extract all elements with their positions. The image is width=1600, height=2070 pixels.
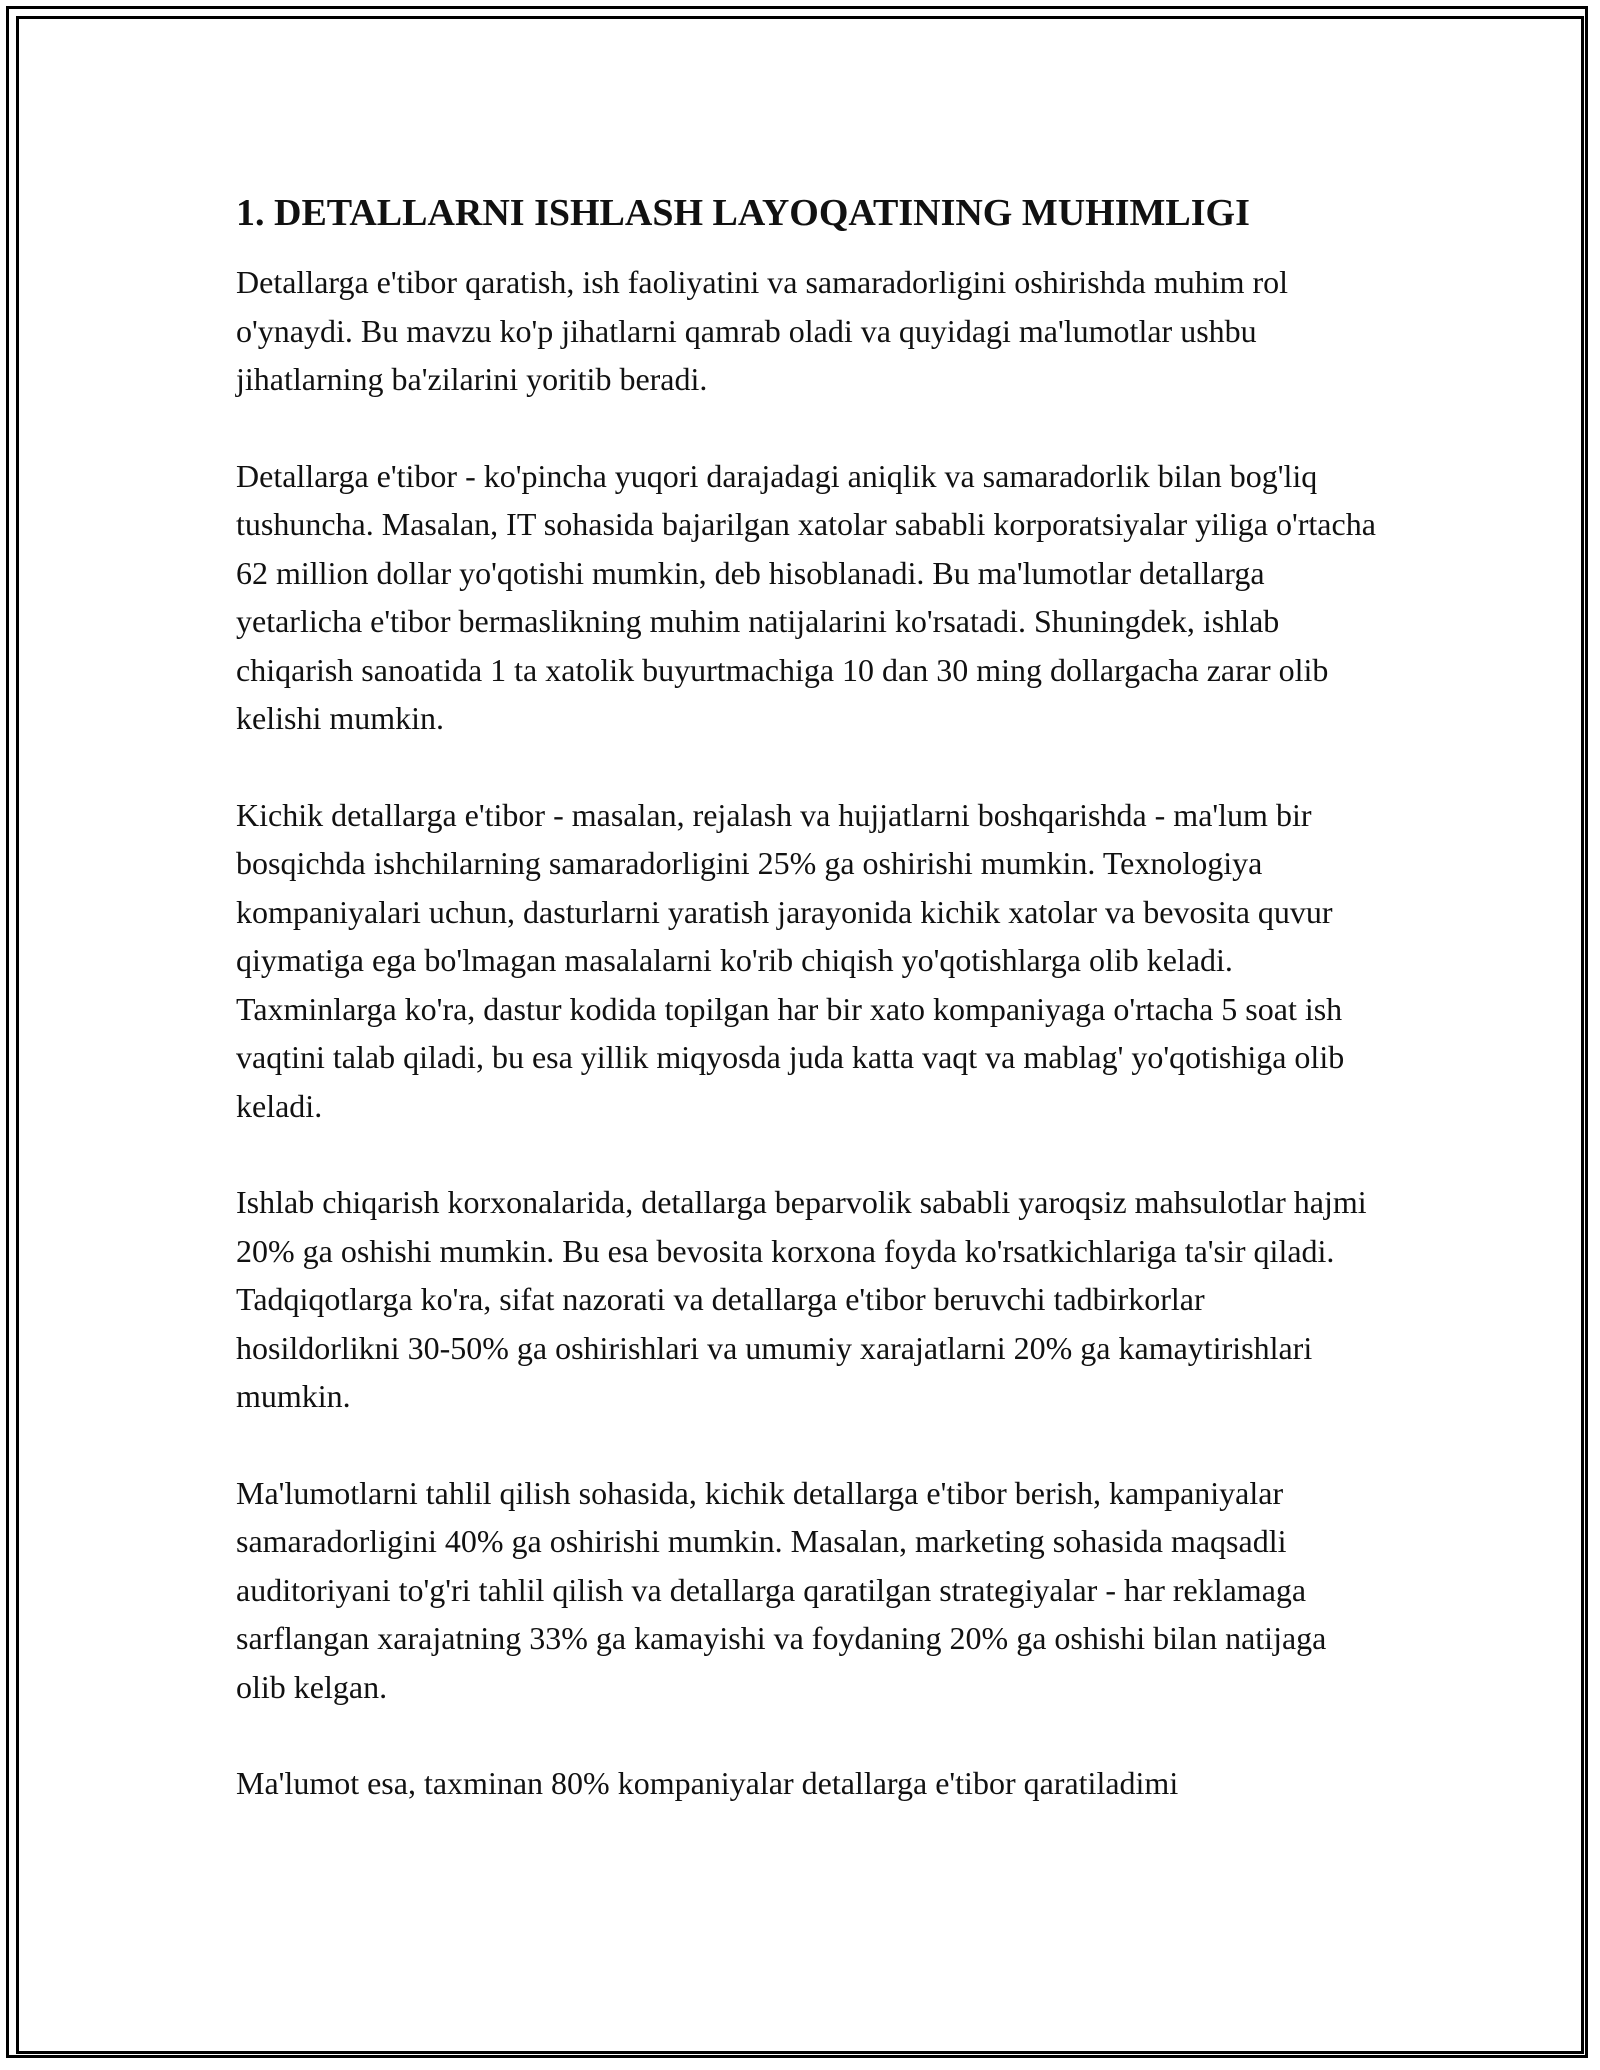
document-body [236, 186, 1376, 1856]
paragraph-3: Kichik detallarga e'tibor - masalan, rejalash va hujjatlarni boshqarishda - ma'lum bir bosqichda ishchilarning samaradorligini 25% ga oshirishi mumkin. Texnologiya kompaniyalari uchun, dasturlarni yaratish jarayonida kichik xatolar va bevosita quvur qiymatiga ega bo'lmagan masalalarni ko'rib chiqish yo'qotishlarga olib keladi. Taxminlarga ko'ra, dastur kodida topilgan har bir xato kompaniyaga o'rtacha 5 soat ish vaqtini talab qiladi, bu esa yillik miqyosda juda katta vaqt va mablag' yo'qotishiga olib keladi. [236, 796, 1345, 1124]
paragraph-2: Detallarga e'tibor - ko'pincha yuqori darajadagi aniqlik va samaradorlik bilan bog'liq tushuncha. Masalan, IT sohasida bajarilgan xatolar sababli korporatsiyalar yiliga o'rtacha 62 million dollar yo'qotishi mumkin, deb hisoblanadi. Bu ma'lumotlar detallarga yetarlicha e'tibor bermaslikning muhim natijalarini ko'rsatadi. Shuningdek, ishlab chiqarish sanoatida 1 ta xatolik buyurtmachiga 10 dan 30 ming dollargacha zarar olib kelishi mumkin. [236, 457, 1376, 736]
paragraph-1: Detallarga e'tibor qaratish, ish faoliyatini va samaradorligini oshirishda muhim rol o'ynaydi. Bu mavzu ko'p jihatlarni qamrab oladi va quyidagi ma'lumotlar ushbu jihatlarning ba'zilarini yoritib beradi. [236, 264, 1289, 397]
paragraph-4: Ishlab chiqarish korxonalarida, detallarga beparvolik sababli yaroqsiz mahsulotlar hajmi 20% ga oshishi mumkin. Bu esa bevosita korxona foyda ko'rsatkichlariga ta'sir qiladi. Tadqiqotlarga ko'ra, sifat nazorati va detallarga e'tibor beruvchi tadbirkorlar hosildorlikni 30-50% ga oshirishlari va umumiy xarajatlarni 20% ga kamaytirishlari mumkin. [236, 1184, 1367, 1414]
paragraph-6: Ma'lumot esa, taxminan 80% kompaniyalar detallarga e'tibor qaratiladimi [236, 1765, 1179, 1801]
paragraph-5: Ma'lumotlarni tahlil qilish sohasida, kichik detallarga e'tibor berish, kampaniyalar samaradorligini 40% ga oshirishi mumkin. Masalan, marketing sohasida maqsadli auditoriyani to'g'ri tahlil qilish va detallarga qaratilgan strategiyalar - har reklamaga sarflangan xarajatning 33% ga kamayishi va foydaning 20% ga oshishi bilan natijaga olib kelgan. [236, 1474, 1327, 1705]
document-title: 1. DETALLARNI ISHLASH LAYOQATINING MUHIMLIGI [236, 192, 1250, 234]
